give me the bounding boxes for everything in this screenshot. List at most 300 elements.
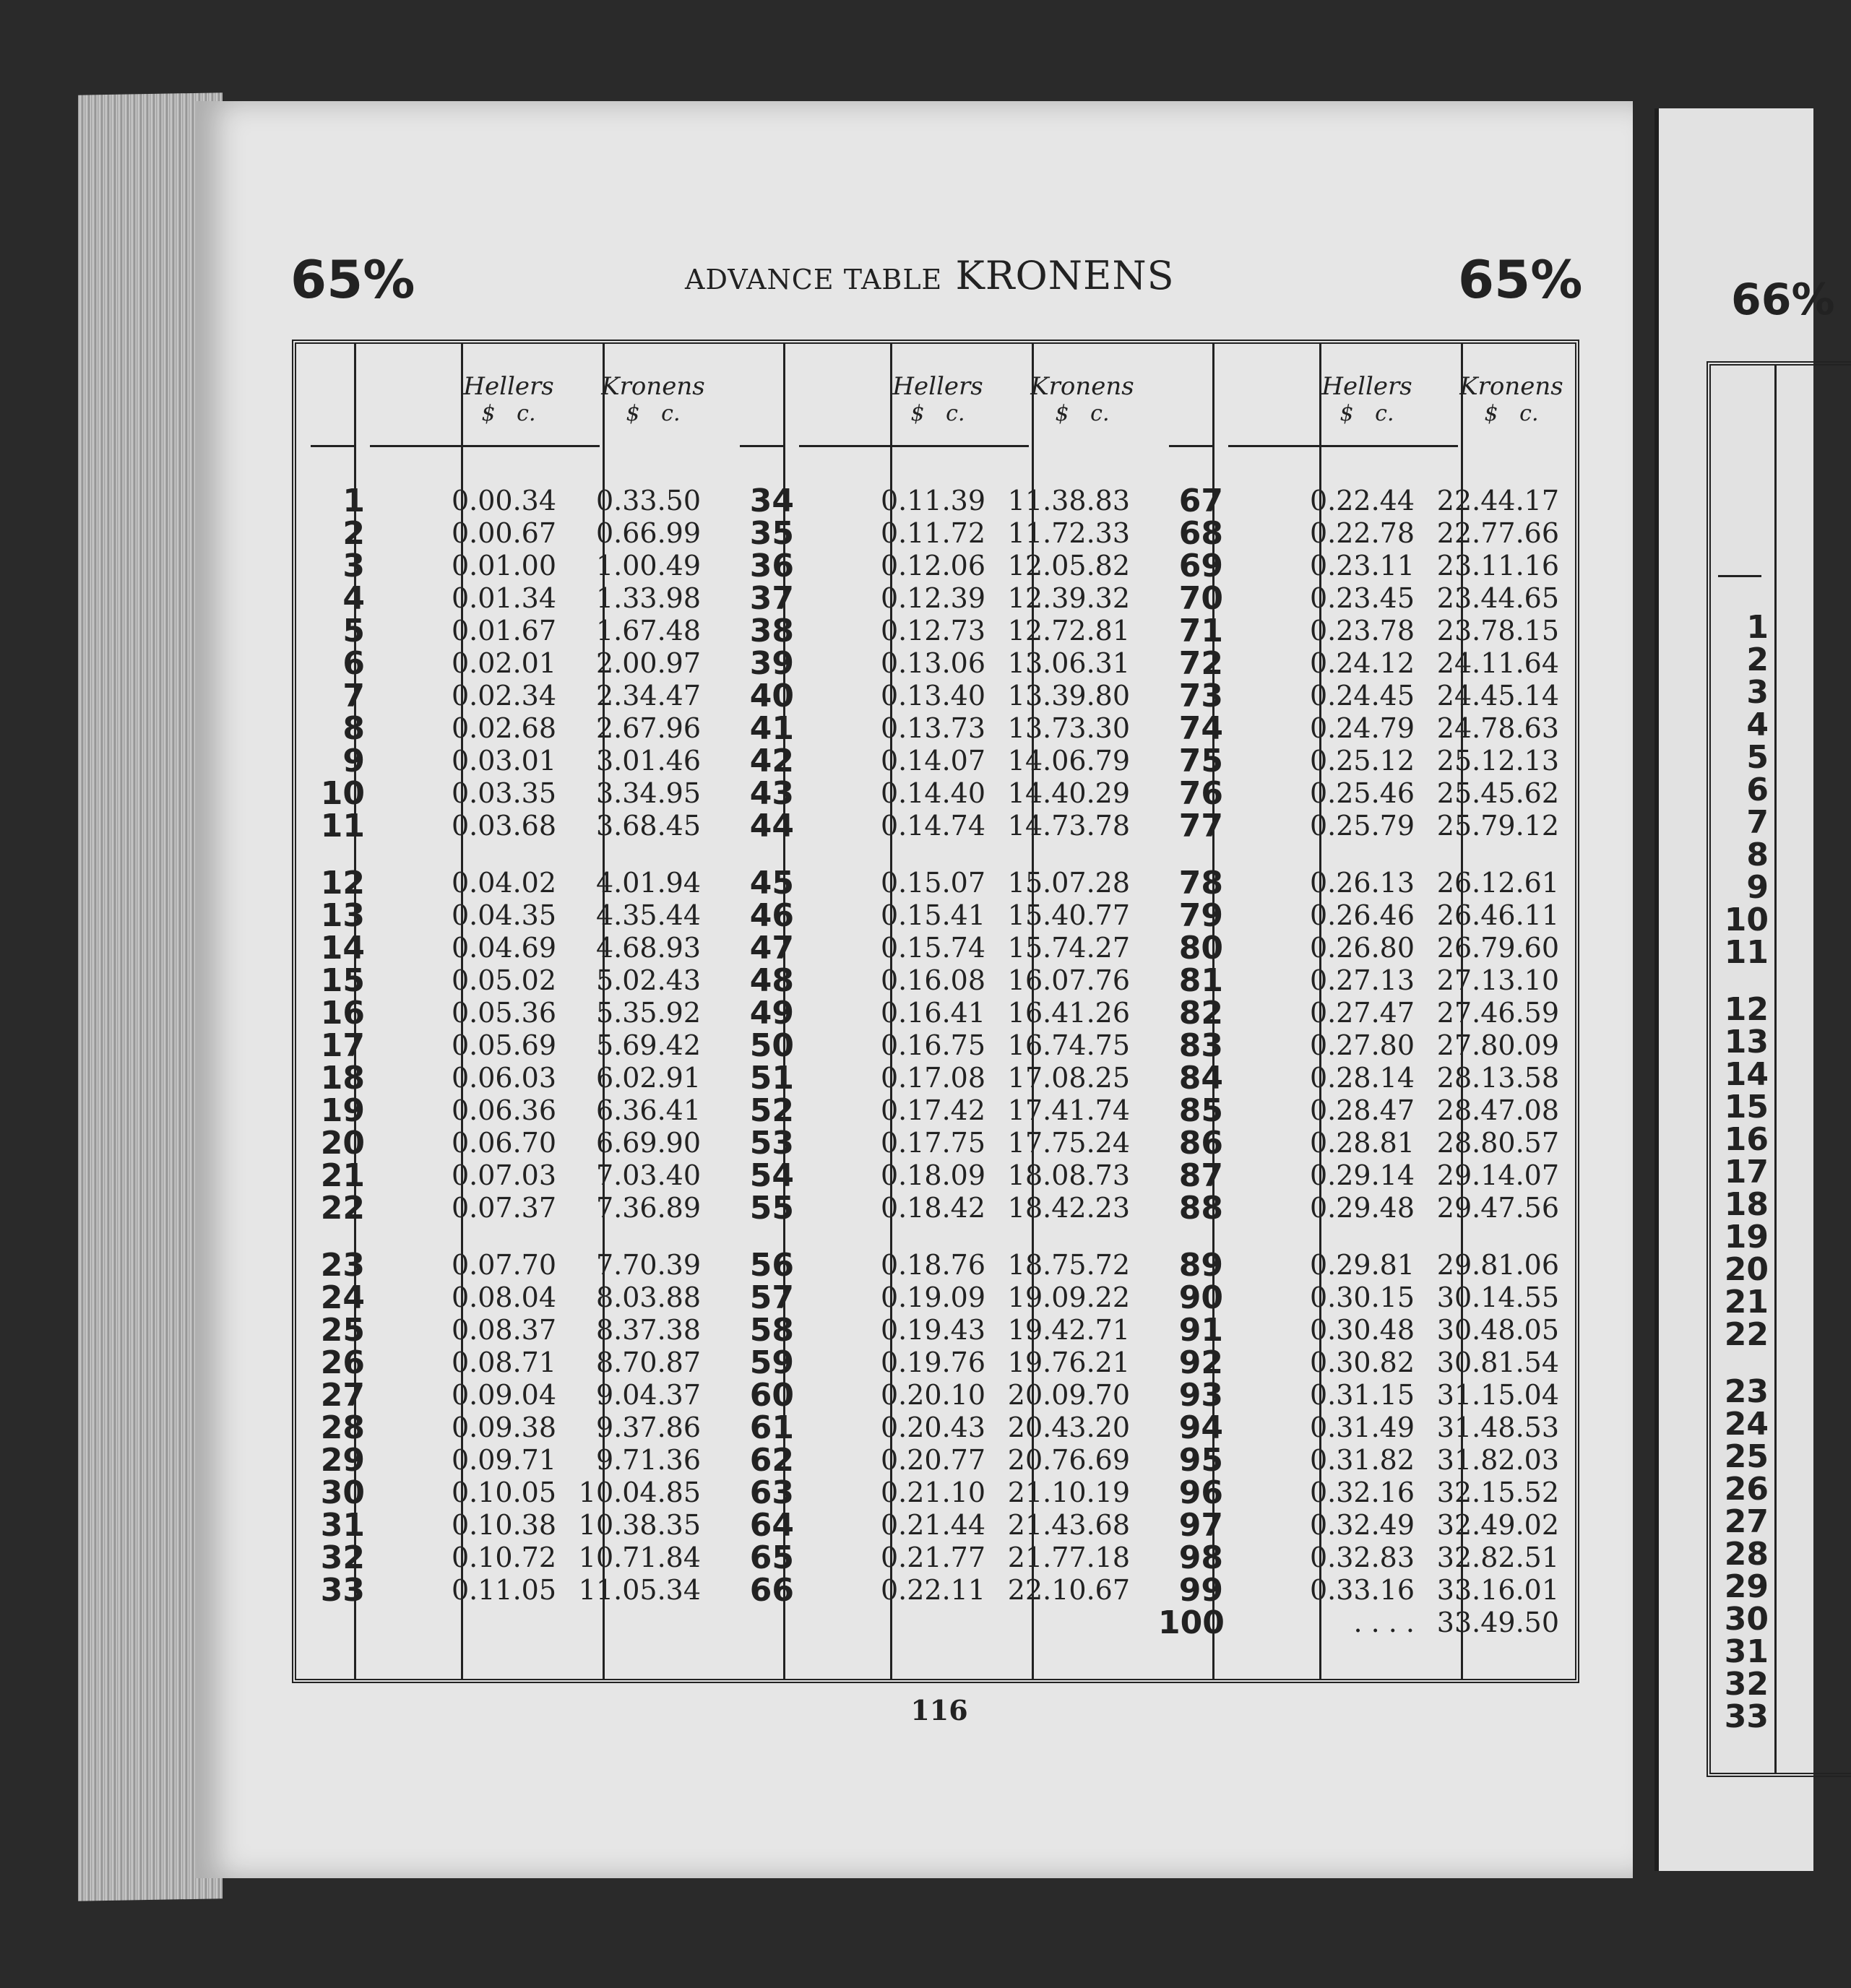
next-page-row-number: 21 bbox=[1724, 1284, 1769, 1321]
next-page-group-gap bbox=[1711, 1351, 1774, 1375]
hellers-value: 0.06.70 bbox=[451, 1127, 556, 1159]
table-row bbox=[1155, 1060, 1584, 1097]
row-number: 14 bbox=[320, 930, 365, 967]
kronens-value: 4.35.44 bbox=[595, 899, 701, 931]
kronens-value: 14.73.78 bbox=[1007, 810, 1130, 842]
hellers-value: 0.15.74 bbox=[880, 932, 985, 964]
row-number: 38 bbox=[749, 613, 794, 649]
row-number: 10 bbox=[320, 775, 365, 812]
row-number: 50 bbox=[749, 1027, 794, 1064]
hellers-value: 0.06.03 bbox=[451, 1062, 556, 1094]
table-row bbox=[296, 1314, 725, 1347]
table-row bbox=[296, 865, 725, 902]
kronens-value: 0.33.50 bbox=[595, 485, 701, 517]
table-row bbox=[296, 647, 725, 680]
kronens-value: 13.06.31 bbox=[1007, 647, 1130, 679]
row-number: 74 bbox=[1178, 710, 1223, 747]
kronens-value: 28.47.08 bbox=[1436, 1094, 1559, 1126]
table-row bbox=[1155, 1125, 1584, 1162]
row-group bbox=[725, 865, 1155, 1227]
next-page-partial bbox=[1654, 108, 1835, 1871]
kronens-value: 27.13.10 bbox=[1436, 964, 1559, 996]
next-page-row-number: 30 bbox=[1724, 1601, 1769, 1638]
row-number: 95 bbox=[1178, 1442, 1223, 1479]
row-group bbox=[1155, 865, 1584, 1227]
hellers-value: 0.29.81 bbox=[1309, 1249, 1415, 1281]
row-number: 92 bbox=[1178, 1344, 1223, 1381]
kronens-value: 31.82.03 bbox=[1436, 1444, 1559, 1476]
table-row bbox=[725, 1574, 1155, 1607]
table-row bbox=[725, 810, 1155, 842]
row-group bbox=[1155, 1249, 1584, 1639]
next-page-row-number: 2 bbox=[1746, 641, 1769, 678]
kronens-value: 12.05.82 bbox=[1007, 550, 1130, 582]
row-number: 43 bbox=[749, 775, 794, 812]
kronens-value: 24.78.63 bbox=[1436, 712, 1559, 744]
hellers-value: 0.12.06 bbox=[880, 550, 985, 582]
kronens-value: 30.48.05 bbox=[1436, 1314, 1559, 1346]
table-row bbox=[725, 899, 1155, 932]
table-row bbox=[296, 582, 725, 615]
row-number: 21 bbox=[320, 1157, 365, 1194]
kronens-value: 24.11.64 bbox=[1436, 647, 1559, 679]
row-number: 52 bbox=[749, 1092, 794, 1129]
next-page-row-number: 27 bbox=[1724, 1503, 1769, 1540]
table-row bbox=[1155, 777, 1584, 810]
table-row bbox=[1155, 1279, 1584, 1316]
table-row bbox=[296, 1125, 725, 1162]
kronens-value: 7.03.40 bbox=[595, 1159, 701, 1191]
kronens-value: 15.74.27 bbox=[1007, 932, 1130, 964]
row-number: 56 bbox=[749, 1247, 794, 1284]
table-row bbox=[725, 582, 1155, 615]
row-number: 72 bbox=[1178, 645, 1223, 682]
table-row bbox=[296, 1409, 725, 1446]
kronens-value: 23.78.15 bbox=[1436, 615, 1559, 647]
page-number: 116 bbox=[910, 1694, 968, 1726]
kronens-value: 7.36.89 bbox=[595, 1192, 701, 1224]
hellers-value: 0.24.79 bbox=[1309, 712, 1415, 744]
hellers-value: 0.12.73 bbox=[880, 615, 985, 647]
table-row bbox=[725, 1509, 1155, 1542]
table-row bbox=[1155, 995, 1584, 1032]
percent-left: 65% bbox=[290, 249, 415, 310]
table-row bbox=[725, 550, 1155, 582]
next-page-rows bbox=[1711, 611, 1774, 1733]
hellers-value: 0.01.00 bbox=[451, 550, 556, 582]
header-rule bbox=[899, 445, 1029, 447]
next-page-row-number: 17 bbox=[1724, 1154, 1769, 1190]
hellers-value: 0.09.04 bbox=[451, 1379, 556, 1411]
next-page-row-number: 6 bbox=[1746, 772, 1769, 808]
table-row bbox=[725, 1125, 1155, 1162]
next-page-row-number: 15 bbox=[1724, 1089, 1769, 1125]
hellers-value: 0.23.11 bbox=[1309, 550, 1415, 582]
kronens-value: 8.70.87 bbox=[595, 1347, 701, 1378]
hellers-value: 0.22.78 bbox=[1309, 517, 1415, 549]
next-page-row-number: 5 bbox=[1746, 739, 1769, 776]
row-number: 24 bbox=[320, 1279, 365, 1316]
table-row bbox=[1155, 1190, 1584, 1227]
kronens-value: 17.08.25 bbox=[1007, 1062, 1130, 1094]
hellers-value: 0.22.11 bbox=[880, 1574, 985, 1606]
kronens-value: 12.72.81 bbox=[1007, 615, 1130, 647]
hellers-value: 0.32.49 bbox=[1309, 1509, 1415, 1541]
row-number: 100 bbox=[1158, 1604, 1225, 1641]
hellers-value: 0.14.07 bbox=[880, 745, 985, 777]
table-row bbox=[296, 517, 725, 550]
row-number: 88 bbox=[1178, 1190, 1223, 1227]
table-rows bbox=[725, 485, 1155, 1631]
row-number: 54 bbox=[749, 1157, 794, 1194]
table-row bbox=[296, 1060, 725, 1097]
kronens-value: 27.80.09 bbox=[1436, 1029, 1559, 1061]
row-number: 29 bbox=[320, 1442, 365, 1479]
table-row bbox=[1155, 1574, 1584, 1607]
hellers-value: 0.04.35 bbox=[451, 899, 556, 931]
kronens-header-label: Kronens bbox=[601, 372, 705, 401]
table-row bbox=[1155, 930, 1584, 967]
table-row bbox=[1155, 1029, 1584, 1062]
hellers-value: 0.18.09 bbox=[880, 1159, 985, 1191]
hellers-value: 0.21.44 bbox=[880, 1509, 985, 1541]
hellers-header-currency: $ c. bbox=[481, 401, 536, 426]
hellers-value: 0.16.41 bbox=[880, 997, 985, 1029]
row-number: 3 bbox=[342, 548, 365, 584]
hellers-value: 0.06.36 bbox=[451, 1094, 556, 1126]
table-row bbox=[296, 1279, 725, 1316]
row-number: 75 bbox=[1178, 743, 1223, 779]
kronens-header bbox=[1443, 373, 1580, 428]
table-row bbox=[296, 930, 725, 967]
kronens-value: 8.37.38 bbox=[595, 1314, 701, 1346]
row-number: 41 bbox=[749, 710, 794, 747]
hellers-value: 0.28.14 bbox=[1309, 1062, 1415, 1094]
row-number: 69 bbox=[1178, 548, 1223, 584]
row-number: 5 bbox=[342, 613, 365, 649]
table-row bbox=[296, 1159, 725, 1192]
hellers-value: 0.03.68 bbox=[451, 810, 556, 842]
kronens-value: 29.47.56 bbox=[1436, 1192, 1559, 1224]
kronens-value: 28.13.58 bbox=[1436, 1062, 1559, 1094]
hellers-value: 0.07.70 bbox=[451, 1249, 556, 1281]
row-number: 82 bbox=[1178, 995, 1223, 1032]
hellers-value: 0.24.45 bbox=[1309, 680, 1415, 712]
kronens-value: 19.42.71 bbox=[1007, 1314, 1130, 1346]
hellers-value: 0.24.12 bbox=[1309, 647, 1415, 679]
next-page-row-number: 31 bbox=[1724, 1633, 1769, 1670]
row-group bbox=[296, 865, 725, 1227]
kronens-value: 26.12.61 bbox=[1436, 867, 1559, 899]
kronens-value: 11.05.34 bbox=[578, 1574, 701, 1606]
table-row bbox=[725, 930, 1155, 967]
kronens-value: 9.37.86 bbox=[595, 1412, 701, 1443]
row-number: 61 bbox=[749, 1409, 794, 1446]
row-number: 18 bbox=[320, 1060, 365, 1097]
hellers-value: 0.19.76 bbox=[880, 1347, 985, 1378]
kronens-value: 21.43.68 bbox=[1007, 1509, 1130, 1541]
row-number: 53 bbox=[749, 1125, 794, 1162]
hellers-value: 0.21.77 bbox=[880, 1542, 985, 1573]
row-number: 65 bbox=[749, 1539, 794, 1576]
next-page-row-number: 25 bbox=[1724, 1438, 1769, 1475]
kronens-value: 14.40.29 bbox=[1007, 777, 1130, 809]
table-row bbox=[1155, 964, 1584, 997]
hellers-value: 0.21.10 bbox=[880, 1477, 985, 1508]
row-number: 51 bbox=[749, 1060, 794, 1097]
kronens-value: 13.73.30 bbox=[1007, 712, 1130, 744]
hellers-value: 0.07.03 bbox=[451, 1159, 556, 1191]
next-page-row-number: 16 bbox=[1724, 1121, 1769, 1158]
table-row bbox=[725, 1474, 1155, 1511]
kronens-value: 18.75.72 bbox=[1007, 1249, 1130, 1281]
table-row bbox=[725, 995, 1155, 1032]
row-number: 32 bbox=[320, 1539, 365, 1576]
kronens-value: 22.44.17 bbox=[1436, 485, 1559, 517]
table-row bbox=[725, 777, 1155, 810]
row-number: 55 bbox=[749, 1190, 794, 1227]
kronens-value: 18.08.73 bbox=[1007, 1159, 1130, 1191]
kronens-value: 21.77.18 bbox=[1007, 1542, 1130, 1573]
next-page-row-number: 28 bbox=[1724, 1536, 1769, 1573]
row-number: 48 bbox=[749, 962, 794, 999]
row-number: 42 bbox=[749, 743, 794, 779]
kronens-header-label: Kronens bbox=[1459, 372, 1563, 401]
kronens-value: 24.45.14 bbox=[1436, 680, 1559, 712]
hellers-value: 0.02.34 bbox=[451, 680, 556, 712]
row-number: 4 bbox=[342, 580, 365, 617]
next-page-row-number: 9 bbox=[1746, 869, 1769, 906]
table-row bbox=[296, 995, 725, 1032]
table-block-1 bbox=[296, 344, 725, 1679]
header-rule bbox=[311, 445, 354, 447]
row-number: 1 bbox=[342, 483, 365, 519]
table-row bbox=[296, 964, 725, 997]
table-row bbox=[725, 1539, 1155, 1576]
kronens-value: 17.75.24 bbox=[1007, 1127, 1130, 1159]
hellers-value: 0.30.82 bbox=[1309, 1347, 1415, 1378]
table-row bbox=[1155, 1094, 1584, 1127]
table-row bbox=[296, 680, 725, 712]
kronens-value: 30.81.54 bbox=[1436, 1347, 1559, 1378]
row-group bbox=[725, 1249, 1155, 1607]
row-number: 67 bbox=[1178, 483, 1223, 519]
page-title-large: KRONENS bbox=[955, 253, 1175, 298]
row-number: 40 bbox=[749, 678, 794, 714]
next-page-row-number: 20 bbox=[1724, 1251, 1769, 1288]
table-row bbox=[296, 1539, 725, 1576]
next-page-row-number: 11 bbox=[1724, 934, 1769, 971]
row-number: 12 bbox=[320, 865, 365, 902]
row-number: 22 bbox=[320, 1190, 365, 1227]
hellers-value: 0.23.45 bbox=[1309, 582, 1415, 614]
row-number: 33 bbox=[320, 1572, 365, 1609]
hellers-value: 0.09.38 bbox=[451, 1412, 556, 1443]
row-number: 80 bbox=[1178, 930, 1223, 967]
row-number: 39 bbox=[749, 645, 794, 682]
row-number: 90 bbox=[1178, 1279, 1223, 1316]
table-row bbox=[296, 899, 725, 932]
kronens-value: 9.04.37 bbox=[595, 1379, 701, 1411]
kronens-value: 11.38.83 bbox=[1007, 485, 1130, 517]
hellers-value: 0.32.16 bbox=[1309, 1477, 1415, 1508]
kronens-value: 25.79.12 bbox=[1436, 810, 1559, 842]
row-number: 57 bbox=[749, 1279, 794, 1316]
next-page-group-gap bbox=[1711, 969, 1774, 993]
table-row bbox=[1155, 550, 1584, 582]
table-row bbox=[1155, 1604, 1584, 1641]
row-group bbox=[725, 485, 1155, 842]
kronens-header bbox=[584, 373, 722, 428]
hellers-header bbox=[1298, 373, 1436, 428]
table-row bbox=[725, 680, 1155, 712]
table-block-2 bbox=[725, 344, 1155, 1679]
percent-right: 65% bbox=[1458, 249, 1583, 310]
next-page-row-number: 8 bbox=[1746, 837, 1769, 873]
row-number: 59 bbox=[749, 1344, 794, 1381]
row-number: 13 bbox=[320, 897, 365, 934]
kronens-value: 33.49.50 bbox=[1436, 1607, 1559, 1638]
hellers-value: 0.30.48 bbox=[1309, 1314, 1415, 1346]
hellers-value: 0.23.78 bbox=[1309, 615, 1415, 647]
next-page-row-number: 14 bbox=[1724, 1056, 1769, 1093]
kronens-value: 3.34.95 bbox=[595, 777, 701, 809]
kronens-value: 18.42.23 bbox=[1007, 1192, 1130, 1224]
next-page-row-number: 19 bbox=[1724, 1219, 1769, 1256]
hellers-value: 0.08.37 bbox=[451, 1314, 556, 1346]
hellers-value: 0.13.06 bbox=[880, 647, 985, 679]
next-page-row-number: 13 bbox=[1724, 1024, 1769, 1060]
row-number: 47 bbox=[749, 930, 794, 967]
hellers-value: 0.04.69 bbox=[451, 932, 556, 964]
hellers-value: 0.27.13 bbox=[1309, 964, 1415, 996]
table-row bbox=[725, 1344, 1155, 1381]
hellers-value: 0.05.02 bbox=[451, 964, 556, 996]
hellers-value: 0.07.37 bbox=[451, 1192, 556, 1224]
hellers-header bbox=[869, 373, 1006, 428]
hellers-value: 0.00.67 bbox=[451, 517, 556, 549]
kronens-value: 13.39.80 bbox=[1007, 680, 1130, 712]
table-row bbox=[1155, 1314, 1584, 1347]
table-row bbox=[725, 1314, 1155, 1347]
next-page-row-number: 1 bbox=[1746, 609, 1769, 646]
kronens-value: 32.82.51 bbox=[1436, 1542, 1559, 1573]
row-number: 63 bbox=[749, 1474, 794, 1511]
row-number: 44 bbox=[749, 808, 794, 844]
kronens-value: 2.34.47 bbox=[595, 680, 701, 712]
hellers-value: 0.29.48 bbox=[1309, 1192, 1415, 1224]
hellers-value: 0.08.04 bbox=[451, 1282, 556, 1313]
table-row bbox=[1155, 1249, 1584, 1282]
next-page-percent: 66% bbox=[1731, 275, 1835, 325]
hellers-value: 0.28.47 bbox=[1309, 1094, 1415, 1126]
hellers-value: 0.15.07 bbox=[880, 867, 985, 899]
hellers-value: 0.27.47 bbox=[1309, 997, 1415, 1029]
row-number: 83 bbox=[1178, 1027, 1223, 1064]
next-page-row-number: 12 bbox=[1724, 991, 1769, 1028]
next-page-row-number: 29 bbox=[1724, 1568, 1769, 1605]
row-number: 17 bbox=[320, 1027, 365, 1064]
hellers-value: 0.26.13 bbox=[1309, 867, 1415, 899]
next-page-row-number: 7 bbox=[1746, 804, 1769, 841]
hellers-value: 0.12.39 bbox=[880, 582, 985, 614]
row-number: 23 bbox=[320, 1247, 365, 1284]
next-page-row-number: 32 bbox=[1724, 1666, 1769, 1703]
table-row bbox=[296, 1379, 725, 1412]
table-row bbox=[725, 964, 1155, 997]
hellers-value: 0.19.43 bbox=[880, 1314, 985, 1346]
kronens-value: 1.67.48 bbox=[595, 615, 701, 647]
hellers-value: 0.31.82 bbox=[1309, 1444, 1415, 1476]
table-row bbox=[725, 712, 1155, 745]
table-row bbox=[1155, 1509, 1584, 1542]
kronens-value: 3.68.45 bbox=[595, 810, 701, 842]
hellers-value: 0.10.72 bbox=[451, 1542, 556, 1573]
table-row bbox=[296, 1509, 725, 1542]
row-number: 77 bbox=[1178, 808, 1223, 844]
next-page-row-number: 18 bbox=[1724, 1186, 1769, 1223]
hellers-value: 0.17.08 bbox=[880, 1062, 985, 1094]
hellers-value: 0.17.75 bbox=[880, 1127, 985, 1159]
hellers-value: 0.26.80 bbox=[1309, 932, 1415, 964]
hellers-value: 0.10.05 bbox=[451, 1477, 556, 1508]
kronens-header bbox=[1014, 373, 1151, 428]
kronens-header-currency: $ c. bbox=[1055, 401, 1110, 426]
hellers-value: 0.18.42 bbox=[880, 1192, 985, 1224]
table-row bbox=[725, 1159, 1155, 1192]
kronens-value: 5.02.43 bbox=[595, 964, 701, 996]
hellers-value: 0.10.38 bbox=[451, 1509, 556, 1541]
kronens-value: 16.74.75 bbox=[1007, 1029, 1130, 1061]
row-number: 73 bbox=[1178, 678, 1223, 714]
hellers-value: 0.19.09 bbox=[880, 1282, 985, 1313]
next-page-row-number: 22 bbox=[1724, 1316, 1769, 1353]
row-number: 15 bbox=[320, 962, 365, 999]
next-page-row-number: 4 bbox=[1746, 706, 1769, 743]
kronens-value: 10.38.35 bbox=[578, 1509, 701, 1541]
hellers-value: 0.28.81 bbox=[1309, 1127, 1415, 1159]
kronens-value: 31.48.53 bbox=[1436, 1412, 1559, 1443]
row-number: 89 bbox=[1178, 1247, 1223, 1284]
row-number: 97 bbox=[1178, 1507, 1223, 1544]
row-number: 19 bbox=[320, 1092, 365, 1129]
kronens-value: 2.67.96 bbox=[595, 712, 701, 744]
table-row bbox=[725, 1190, 1155, 1227]
table-row bbox=[296, 485, 725, 517]
kronens-value: 5.35.92 bbox=[595, 997, 701, 1029]
table-row bbox=[725, 1249, 1155, 1282]
hellers-header-label: Hellers bbox=[463, 372, 554, 401]
table-row bbox=[725, 615, 1155, 647]
row-number: 27 bbox=[320, 1377, 365, 1414]
table-row bbox=[296, 745, 725, 777]
row-number: 25 bbox=[320, 1312, 365, 1349]
hellers-value: 0.03.01 bbox=[451, 745, 556, 777]
table-row bbox=[296, 1574, 725, 1607]
kronens-value: 11.72.33 bbox=[1007, 517, 1130, 549]
row-number: 34 bbox=[749, 483, 794, 519]
hellers-value: 0.29.14 bbox=[1309, 1159, 1415, 1191]
kronens-value: 6.36.41 bbox=[595, 1094, 701, 1126]
next-page-row-number: 24 bbox=[1724, 1406, 1769, 1443]
hellers-value: 0.11.05 bbox=[451, 1574, 556, 1606]
table-row bbox=[1155, 1379, 1584, 1412]
hellers-value: 0.31.49 bbox=[1309, 1412, 1415, 1443]
kronens-value: 0.66.99 bbox=[595, 517, 701, 549]
kronens-header-label: Kronens bbox=[1030, 372, 1134, 401]
row-number: 66 bbox=[749, 1572, 794, 1609]
row-number: 16 bbox=[320, 995, 365, 1032]
